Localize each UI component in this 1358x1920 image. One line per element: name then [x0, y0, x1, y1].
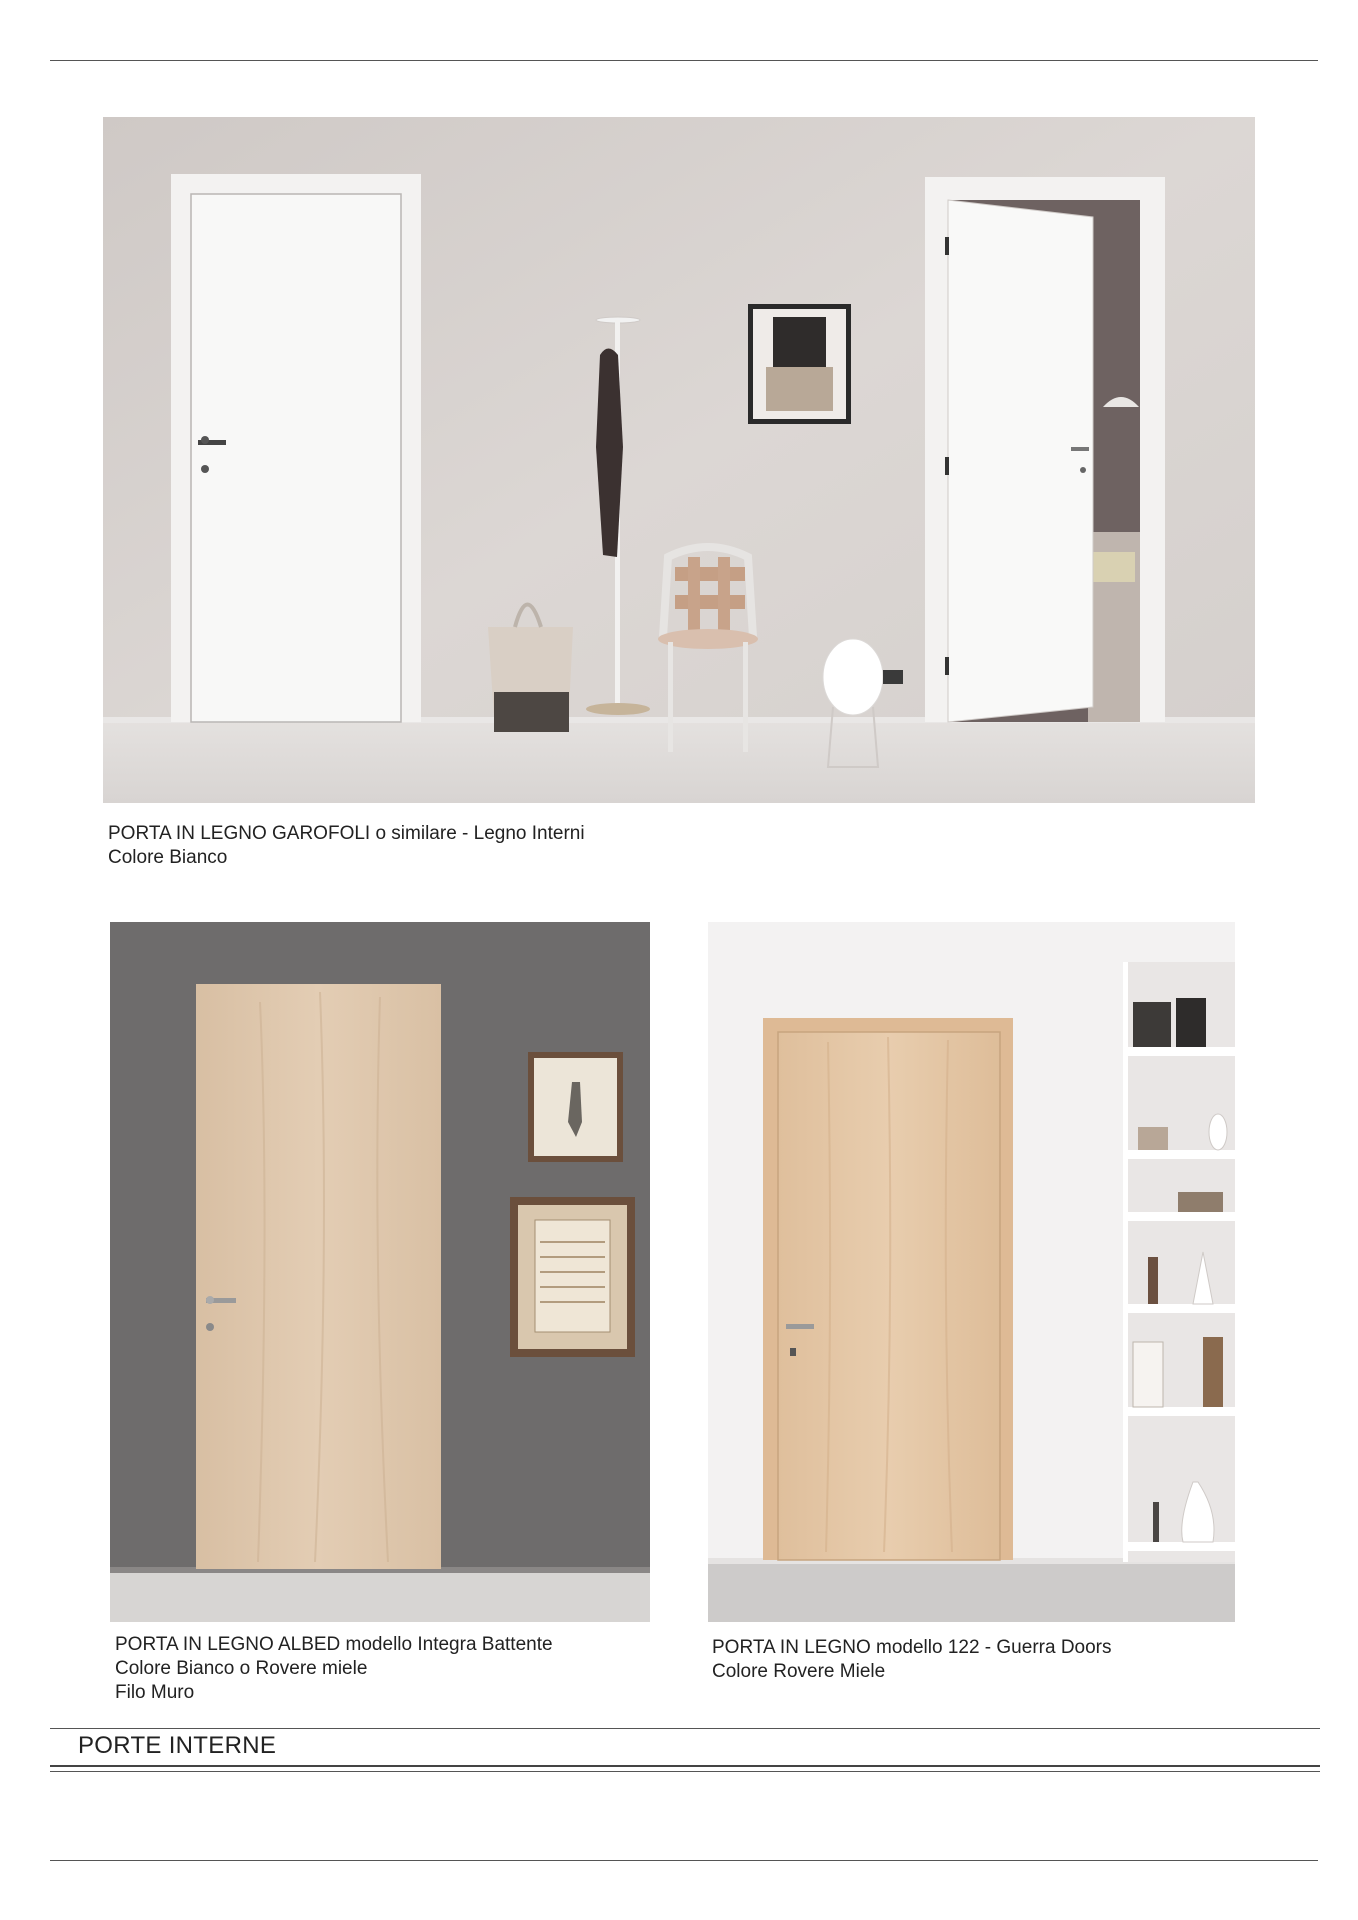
top-rule [50, 60, 1318, 61]
caption-oak-flush-door [115, 1633, 553, 1705]
caption-white-doors [108, 822, 585, 870]
photo-oak-flush-door [110, 922, 650, 1622]
section-top-rule [50, 1728, 1320, 1729]
section-double-rule-upper [50, 1765, 1320, 1767]
caption-line: PORTA IN LEGNO ALBED modello Integra Battente [115, 1634, 553, 1655]
caption-line: Colore Bianco [108, 847, 228, 868]
caption-line: PORTA IN LEGNO modello 122 - Guerra Doors [712, 1637, 1112, 1658]
caption-line: PORTA IN LEGNO GAROFOLI o similare - Legno Interni [108, 823, 585, 844]
section-double-rule-lower [50, 1771, 1320, 1772]
caption-line: Colore Bianco o Rovere miele [115, 1658, 368, 1679]
photo-white-doors [103, 117, 1255, 803]
section-title: PORTE INTERNE [78, 1732, 277, 1759]
caption-honey-oak-door [712, 1636, 1112, 1684]
caption-line: Filo Muro [115, 1682, 195, 1703]
bottom-rule [50, 1860, 1318, 1861]
caption-line: Colore Rovere Miele [712, 1661, 886, 1682]
photo-honey-oak-door [708, 922, 1235, 1622]
